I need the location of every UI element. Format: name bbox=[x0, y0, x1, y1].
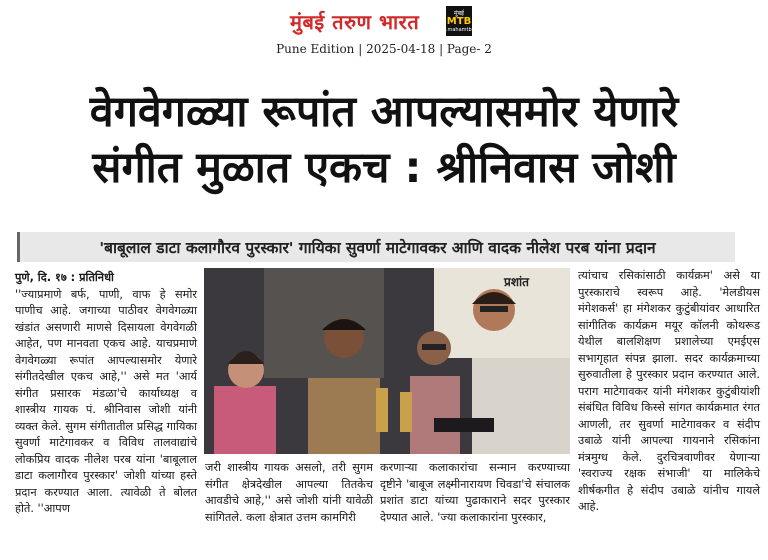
banner-text: प्रशांत bbox=[504, 275, 529, 289]
article-photo bbox=[204, 268, 570, 454]
logo-text: मुंबई तरुण भारत bbox=[290, 9, 420, 34]
newspaper-logo[interactable] bbox=[290, 6, 484, 36]
article-subheadline: 'बाबूलाल डाटा कलागौरव पुरस्कार' गायिका सुवर्णा माटेगावकर आणि वादक नीलेश परब यांना प्रदान bbox=[17, 232, 735, 262]
column-1-text: ''ज्याप्रमाणे बर्फ, पाणी, वाफ हे समोर पाणीच आहे. जगाच्या पाठीवर वेगवेगळ्या खंडांत असणारी माणसे दिसायला वेगवेगळी आहेत, पण मानवता एकच आहे. याचप्रमाणे वेगवेगळ्या रूपांत आपल्यासमोर येणारे संगीतदेखील एकच आहे,'' असे मत 'आर्य संगीत प्रसारक मंडळा'चे कार्याध्यक्ष व शास्त्रीय गायक पं. श्रीनिवास जोशी यांनी व्यक्त केले. सुगम संगीतातील प्रसिद्ध गायिका सुवर्णा माटेगावकर व विविध तालवाद्यांचे लोकप्रिय वादक नीलेश परब यांना 'बाबूलाल डाटा कलागौरव पुरस्कार' जोशी यांच्या हस्ते प्रदान करण्यात आला. त्यावेळी ते बोलत होते. ''आपण bbox=[15, 287, 197, 515]
masthead bbox=[0, 0, 768, 64]
article-column-3: करणाऱ्या कलाकारांचा सन्मान करण्याच्या दृष्टीने 'बाबूज लक्ष्मीनारायण चिवडा'चे संचालक प्रशांत डाटा यांच्या पुढाकाराने सदर पुरस्कार देण्यात आले. 'ज्या कलाकारांना पुरस्कार, bbox=[380, 461, 570, 524]
article-column-2: जरी शास्त्रीय गायक असलो, तरी सुगम संगीत क्षेत्रदेखील आपल्या तितकेच आवडीचे आहे,'' असे जोशी यांनी यावेळी सांगितले. कला क्षेत्रात उत्तम कामगिरी bbox=[205, 461, 373, 524]
article-column-4: त्यांचाच रसिकांसाठी कार्यक्रम' असे या पुरस्काराचे स्वरूप आहे. 'मेलडीयस मंगेशकर्स' हा मंगेशकर कुटुंबीयांवर आधारित सांगीतिक कार्यक्रम मयूर कॉलनी कोथरूड येथील बालशिक्षण प्रशालेच्या एमईएस सभागृहात संपन्न झाला. सदर कार्यक्रमाच्या सुरुवातीला हे पुरस्कार प्रदान करण्यात आले. पराग माटेगावकर यांनी मंगेशकर कुटुंबीयांशी संबंधित विविध किस्से सांगत कार्यक्रमात रंगत आणली, तर सुवर्णा माटेगावकर व संदीप उबाळे यांनी आपल्या गायनाने रसिकांना मंत्रमुग्ध केले. दुरचित्रवाणीवर येणाऱ्या 'स्वराज्य रक्षक संभाजी' या मालिकेचे शीर्षकगीत हे संदीप उबाळे यांनीच गायले आहे. bbox=[578, 269, 760, 513]
headline-line-2: संगीत मुळात एकच : श्रीनिवास जोशी bbox=[92, 143, 676, 193]
article-column-1 bbox=[15, 270, 197, 518]
edition-date-page: Pune Edition | 2025-04-18 | Page- 2 bbox=[276, 42, 492, 56]
article-headline bbox=[0, 84, 768, 196]
mtb-badge-icon: मुंबई MTB www.mahamtb.com bbox=[446, 6, 472, 36]
award-ceremony-photo bbox=[204, 268, 570, 454]
dateline: पुणे, दि. १७ : प्रतिनिधी bbox=[15, 271, 114, 284]
headline-line-1: वेगवेगळ्या रूपांत आपल्यासमोर येणारे bbox=[89, 87, 679, 137]
